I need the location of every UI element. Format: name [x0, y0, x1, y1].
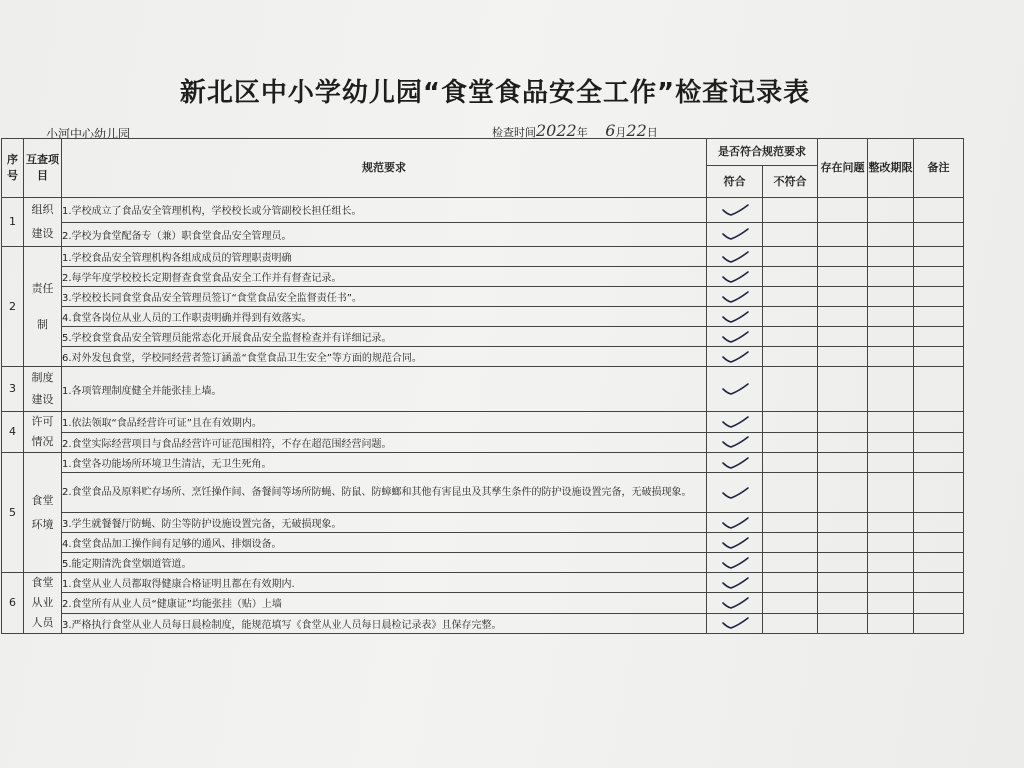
date-month-unit: 月 — [615, 126, 627, 139]
compliant-cell — [707, 513, 763, 533]
deadline-cell — [868, 553, 914, 573]
header-remark: 备注 — [914, 139, 964, 198]
requirement-text: 1.食堂各功能场所环境卫生清洁，无卫生死角。 — [62, 453, 707, 473]
checkmark-icon — [717, 485, 753, 501]
deadline-cell — [868, 432, 914, 453]
section-name: 责任制 — [24, 247, 62, 367]
noncompliant-cell — [763, 198, 818, 223]
compliant-cell — [707, 432, 763, 453]
table-row — [2, 367, 964, 412]
issue-cell — [818, 453, 868, 473]
table-row — [2, 453, 964, 473]
deadline-cell — [868, 307, 914, 327]
issue-cell — [818, 613, 868, 633]
compliant-cell — [707, 222, 763, 247]
inspection-table — [1, 138, 964, 634]
section-name: 组织建设 — [24, 198, 62, 247]
compliant-cell — [707, 267, 763, 287]
noncompliant-cell — [763, 267, 818, 287]
compliant-cell — [707, 453, 763, 473]
noncompliant-cell — [763, 412, 818, 433]
date-label: 检查时间 — [492, 126, 536, 139]
remark-cell — [914, 573, 964, 593]
compliant-cell — [707, 573, 763, 593]
compliant-cell — [707, 613, 763, 633]
header-compliant: 符合 — [707, 166, 763, 198]
requirement-text: 3.学校校长同食堂食品安全管理员签订“食堂食品安全监督责任书”。 — [62, 287, 707, 307]
issue-cell — [818, 287, 868, 307]
remark-cell — [914, 222, 964, 247]
requirement-text: 1.学校食品安全管理机构各组成成员的管理职责明确 — [62, 247, 707, 267]
compliant-cell — [707, 473, 763, 513]
compliant-cell — [707, 307, 763, 327]
date-day-unit: 日 — [646, 126, 658, 139]
noncompliant-cell — [763, 347, 818, 367]
date-year-unit: 年 — [576, 126, 588, 139]
requirement-text: 5.能定期清洗食堂烟道管道。 — [62, 553, 707, 573]
remark-cell — [914, 453, 964, 473]
requirement-text: 2.学校为食堂配备专（兼）职食堂食品安全管理员。 — [62, 222, 707, 247]
header-compliance: 是否符合规范要求 — [707, 139, 818, 166]
date-year: 2022 — [536, 121, 577, 140]
remark-cell — [914, 247, 964, 267]
compliant-cell — [707, 593, 763, 613]
form-title: 新北区中小学幼儿园“食堂食品安全工作”检查记录表 — [179, 78, 811, 108]
header-requirement: 规范要求 — [62, 139, 707, 198]
requirement-text: 5.学校食堂食品安全管理员能常态化开展食品安全监督检查并有详细记录。 — [62, 327, 707, 347]
remark-cell — [914, 513, 964, 533]
deadline-cell — [868, 247, 914, 267]
section-number: 5 — [2, 453, 24, 573]
table-row — [2, 613, 964, 633]
checkmark-icon — [717, 455, 753, 471]
requirement-text: 1.食堂从业人员都取得健康合格证明且都在有效期内. — [62, 573, 707, 593]
compliant-cell — [707, 287, 763, 307]
remark-cell — [914, 367, 964, 412]
section-name: 许可情况 — [24, 412, 62, 453]
compliant-cell — [707, 247, 763, 267]
noncompliant-cell — [763, 553, 818, 573]
issue-cell — [818, 222, 868, 247]
table-row — [2, 513, 964, 533]
header-noncompliant: 不符合 — [763, 166, 818, 198]
noncompliant-cell — [763, 222, 818, 247]
requirement-text: 2.每学年度学校校长定期督查食堂食品安全工作并有督查记录。 — [62, 267, 707, 287]
remark-cell — [914, 287, 964, 307]
checkmark-icon — [717, 329, 753, 345]
issue-cell — [818, 367, 868, 412]
noncompliant-cell — [763, 513, 818, 533]
deadline-cell — [868, 573, 914, 593]
compliant-cell — [707, 327, 763, 347]
requirement-text: 4.食堂各岗位从业人员的工作职责明确并得到有效落实。 — [62, 307, 707, 327]
issue-cell — [818, 473, 868, 513]
issue-cell — [818, 533, 868, 553]
noncompliant-cell — [763, 593, 818, 613]
issue-cell — [818, 432, 868, 453]
checkmark-icon — [717, 535, 753, 551]
deadline-cell — [868, 347, 914, 367]
deadline-cell — [868, 412, 914, 433]
header-no: 序号 — [2, 139, 24, 198]
checkmark-icon — [717, 249, 753, 265]
table-row — [2, 267, 964, 287]
compliant-cell — [707, 198, 763, 223]
deadline-cell — [868, 222, 914, 247]
header-deadline: 整改期限 — [868, 139, 914, 198]
noncompliant-cell — [763, 367, 818, 412]
issue-cell — [818, 307, 868, 327]
checkmark-icon — [717, 289, 753, 305]
requirement-text: 3.学生就餐餐厅防蝇、防尘等防护设施设置完备，无破损现象。 — [62, 513, 707, 533]
header-item: 互查项目 — [24, 139, 62, 198]
issue-cell — [818, 247, 868, 267]
school-name: 小河中心幼儿园 — [46, 127, 131, 141]
issue-cell — [818, 412, 868, 433]
checkmark-icon — [717, 555, 753, 571]
table-row — [2, 473, 964, 513]
issue-cell — [818, 553, 868, 573]
issue-cell — [818, 513, 868, 533]
requirement-text: 2.食堂食品及原料贮存场所、烹饪操作间、备餐间等场所防蝇、防鼠、防蟑螂和其他有害昆虫及其孳生条件的防护设施设置完备，无破损现象。 — [62, 473, 707, 513]
checkmark-icon — [717, 381, 753, 397]
noncompliant-cell — [763, 307, 818, 327]
noncompliant-cell — [763, 613, 818, 633]
compliant-cell — [707, 553, 763, 573]
date-month: 6 — [605, 121, 616, 140]
section-name: 食堂从业人员 — [24, 573, 62, 634]
compliant-cell — [707, 533, 763, 553]
issue-cell — [818, 267, 868, 287]
section-number: 2 — [2, 247, 24, 367]
section-number: 1 — [2, 198, 24, 247]
table-row — [2, 412, 964, 433]
table-row — [2, 347, 964, 367]
table-row — [2, 287, 964, 307]
noncompliant-cell — [763, 247, 818, 267]
deadline-cell — [868, 593, 914, 613]
issue-cell — [818, 573, 868, 593]
noncompliant-cell — [763, 287, 818, 307]
table-row — [2, 198, 964, 223]
table-row — [2, 247, 964, 267]
remark-cell — [914, 347, 964, 367]
deadline-cell — [868, 367, 914, 412]
issue-cell — [818, 327, 868, 347]
noncompliant-cell — [763, 573, 818, 593]
remark-cell — [914, 553, 964, 573]
deadline-cell — [868, 473, 914, 513]
noncompliant-cell — [763, 453, 818, 473]
requirement-text: 1.学校成立了食品安全管理机构，学校校长或分管副校长担任组长。 — [62, 198, 707, 223]
compliant-cell — [707, 367, 763, 412]
date-day: 22 — [626, 121, 647, 140]
noncompliant-cell — [763, 533, 818, 553]
compliant-cell — [707, 347, 763, 367]
section-number: 4 — [2, 412, 24, 453]
deadline-cell — [868, 198, 914, 223]
checkmark-icon — [717, 515, 753, 531]
requirement-text: 2.食堂所有从业人员“健康证”均能张挂（贴）上墙 — [62, 593, 707, 613]
deadline-cell — [868, 613, 914, 633]
noncompliant-cell — [763, 473, 818, 513]
table-row — [2, 432, 964, 453]
requirement-text: 4.食堂食品加工操作间有足够的通风、排烟设备。 — [62, 533, 707, 553]
requirement-text: 2.食堂实际经营项目与食品经营许可证范围相符，不存在超范围经营问题。 — [62, 432, 707, 453]
deadline-cell — [868, 533, 914, 553]
checkmark-icon — [717, 575, 753, 591]
table-row — [2, 222, 964, 247]
remark-cell — [914, 412, 964, 433]
checkmark-icon — [717, 595, 753, 611]
deadline-cell — [868, 287, 914, 307]
checkmark-icon — [717, 414, 753, 430]
deadline-cell — [868, 453, 914, 473]
checkmark-icon — [717, 349, 753, 365]
section-name: 食堂环境 — [24, 453, 62, 573]
remark-cell — [914, 307, 964, 327]
section-name: 制度建设 — [24, 367, 62, 412]
section-number: 3 — [2, 367, 24, 412]
issue-cell — [818, 593, 868, 613]
table-row — [2, 593, 964, 613]
section-number: 6 — [2, 573, 24, 634]
issue-cell — [818, 198, 868, 223]
remark-cell — [914, 533, 964, 553]
table-row — [2, 553, 964, 573]
requirement-text: 3.严格执行食堂从业人员每日晨检制度，能规范填写《食堂从业人员每日晨检记录表》且保存完整。 — [62, 613, 707, 633]
requirement-text: 1.各项管理制度健全并能张挂上墙。 — [62, 367, 707, 412]
header-issue: 存在问题 — [818, 139, 868, 198]
table-row — [2, 327, 964, 347]
noncompliant-cell — [763, 327, 818, 347]
issue-cell — [818, 347, 868, 367]
table-row — [2, 307, 964, 327]
requirement-text: 1.依法领取“食品经营许可证”且在有效期内。 — [62, 412, 707, 433]
requirement-text: 6.对外发包食堂，学校同经营者签订涵盖“食堂食品卫生安全”等方面的规范合同。 — [62, 347, 707, 367]
checkmark-icon — [717, 202, 753, 218]
table-row — [2, 533, 964, 553]
checkmark-icon — [717, 434, 753, 450]
deadline-cell — [868, 267, 914, 287]
deadline-cell — [868, 513, 914, 533]
remark-cell — [914, 613, 964, 633]
checkmark-icon — [717, 615, 753, 631]
remark-cell — [914, 267, 964, 287]
noncompliant-cell — [763, 432, 818, 453]
remark-cell — [914, 432, 964, 453]
remark-cell — [914, 473, 964, 513]
table-row — [2, 573, 964, 593]
remark-cell — [914, 327, 964, 347]
deadline-cell — [868, 327, 914, 347]
checkmark-icon — [717, 269, 753, 285]
compliant-cell — [707, 412, 763, 433]
remark-cell — [914, 198, 964, 223]
checkmark-icon — [717, 226, 753, 242]
remark-cell — [914, 593, 964, 613]
checkmark-icon — [717, 309, 753, 325]
